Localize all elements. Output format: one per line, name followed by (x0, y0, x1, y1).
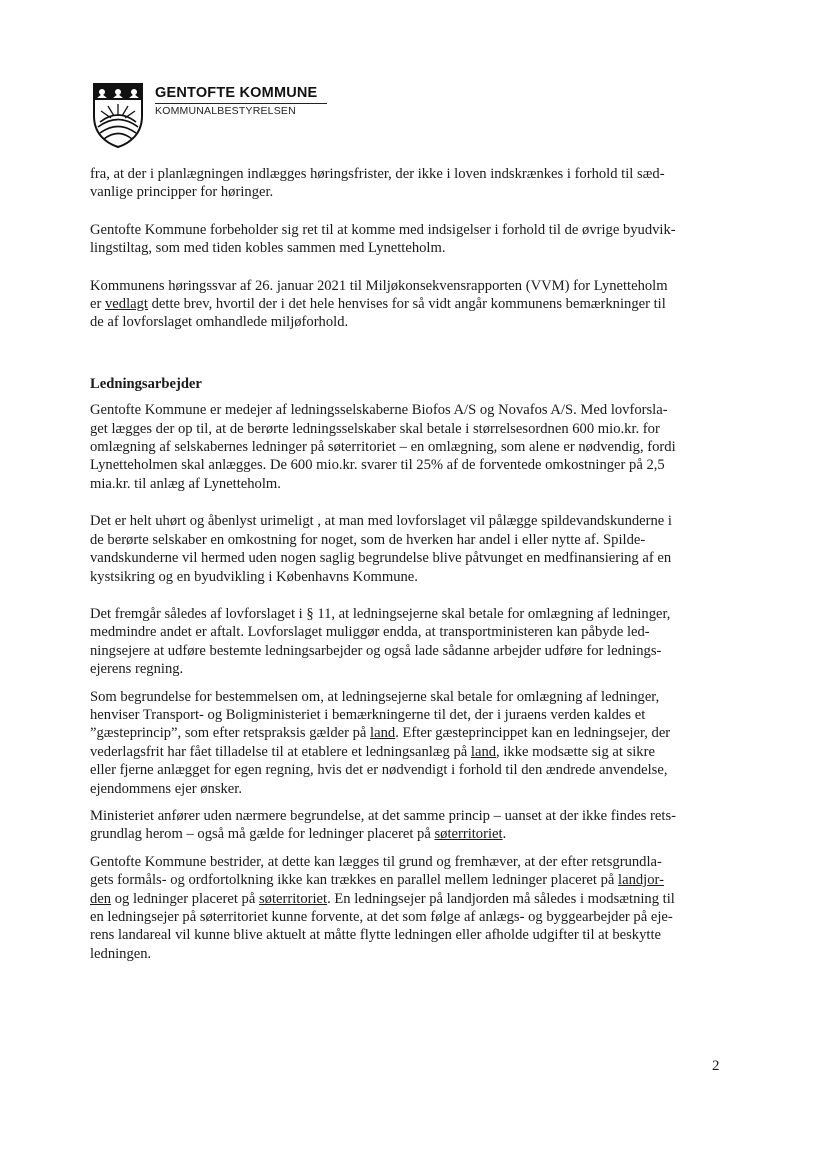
text-line (90, 183, 738, 201)
paragraph (90, 853, 738, 963)
text-line (90, 375, 738, 393)
underlined-text: den (90, 890, 112, 907)
text-segment: vederlagsfrit har fået tilladelse til at etablere et ledningsanlæg på (90, 743, 471, 760)
text-segment: , ikke modsætte sig at sikre (496, 743, 655, 760)
text-line (90, 277, 738, 295)
text-line (90, 239, 738, 257)
text-line (90, 438, 738, 456)
text-segment: og ledninger placeret på (111, 890, 259, 907)
text-line (90, 165, 738, 183)
letterhead-rule (155, 103, 327, 104)
text-segment: . Efter gæsteprincippet kan en ledningsejer, der (395, 725, 671, 742)
text-line (90, 724, 738, 742)
text-segment: dette brev, hvortil der i det hele henvises for så vidt angår kommunens bemærkninger til (147, 296, 666, 313)
text-segment: kystsikring og en byudvikling i Københavns Kommune. (90, 568, 418, 585)
text-line (90, 642, 738, 660)
text-segment: henviser Transport- og Boligministeriet i bemærkningerne til det, der i juraens verden kaldes et (90, 706, 646, 723)
paragraph (90, 221, 738, 258)
underlined-text: land (470, 743, 497, 760)
text-line (90, 549, 738, 567)
text-segment: . En ledningsejer på landjorden må således i modsætning til (327, 890, 675, 907)
text-segment: omlægning af selskabernes ledninger på søterritoriet – en omlægning, som alene er nødvendig, fordi (90, 439, 676, 456)
text-line (90, 401, 738, 419)
text-segment: get lægges der op til, at de berørte ledningsselskaber skal betale i størrelsesordnen 600 mio.kr. for (90, 420, 660, 437)
underlined-text: søterritoriet (434, 826, 503, 843)
text-line (90, 761, 738, 779)
text-line (90, 688, 738, 706)
text-line (90, 807, 738, 825)
text-line (90, 456, 738, 474)
text-segment: rens landareal vil kunne blive aktuelt at måtte flytte ledningen eller afholde udgifter til at beskytte (90, 927, 661, 944)
text-segment: Lynetteholmen skal anlægges. De 600 mio.kr. svarer til 25% af de forventede omkostninger på 2,5 (90, 457, 665, 474)
text-segment: vandskunderne vil hermed uden nogen saglig begrundelse blive påtvunget en medfinansiering af en (90, 550, 672, 567)
paragraph (90, 605, 738, 679)
text-segment: lingstiltag, som med tiden kobles sammen med Lynetteholm. (90, 240, 446, 257)
paragraph (90, 807, 738, 844)
page-number: 2 (712, 1058, 720, 1074)
text-segment: ningsejere at udføre bestemte ledningsarbejder og også lade sådanne arbejder udføre for lednings- (90, 642, 662, 659)
text-segment: gets formåls- og ordfortolkning ikke kan trækkes en parallel mellem ledninger placeret på (90, 872, 619, 889)
text-line (90, 623, 738, 641)
text-segment: Som begrundelse for bestemmelsen om, at ledningsejerne skal betale for omlægning af ledninger, (90, 688, 660, 705)
text-segment: Gentofte Kommune forbeholder sig ret til at komme med indsigelser i forhold til de øvrige byudvik- (90, 221, 676, 238)
text-line (90, 706, 738, 724)
letter-body (90, 165, 738, 963)
text-segment: de af lovforslaget omhandlede miljøforhold. (90, 314, 349, 331)
section-heading (90, 375, 738, 393)
text-segment: ledningen. (90, 945, 152, 962)
text-line (90, 853, 738, 871)
paragraph (90, 165, 738, 202)
organization-subtitle: KOMMUNALBESTYRELSEN (155, 105, 296, 117)
text-line (90, 295, 738, 313)
text-segment: eller fjerne anlægget for egen regning, hvis det er nødvendigt i forhold til den ændrede anvendelse, (90, 762, 668, 779)
underlined-text: vedlagt (105, 296, 148, 313)
text-line (90, 475, 738, 493)
text-line (90, 890, 738, 908)
underlined-text: søterritoriet (258, 890, 328, 907)
text-line (90, 945, 738, 963)
text-segment: Ministeriet anfører uden nærmere begrundelse, at det samme princip – uanset at der ikke findes rets- (90, 807, 676, 824)
paragraph (90, 401, 738, 493)
text-line (90, 871, 738, 889)
text-line (90, 605, 738, 623)
text-segment: vanlige principper for høringer. (90, 184, 274, 201)
text-segment: medmindre andet er aftalt. Lovforslaget muliggør endda, at transportministeren kan påbyde led- (90, 624, 650, 641)
text-segment: grundlag herom – også må gælde for ledninger placeret på (90, 826, 435, 843)
letterhead (92, 82, 352, 152)
text-segment: fra, at der i planlægningen indlægges høringsfrister, der ikke i loven indskrænkes i forhold til sæd- (90, 166, 665, 182)
paragraph (90, 688, 738, 798)
text-segment: Ledningsarbejder (90, 375, 202, 392)
underlined-text: landjor- (618, 872, 664, 889)
text-line (90, 313, 738, 331)
text-segment: ejendommens ejer ønsker. (90, 780, 242, 797)
text-line (90, 512, 738, 530)
text-segment: er (90, 296, 105, 313)
text-segment: Kommunens høringssvar af 26. januar 2021 til Miljøkonsekvensrapporten (VVM) for Lynetteholm (90, 277, 668, 294)
text-line (90, 926, 738, 944)
coat-of-arms-icon (92, 82, 144, 148)
text-segment: de berørte selskaber en omkostning for noget, som de hverken har andel i eller nytte af. Spilde- (90, 531, 646, 548)
text-segment: mia.kr. til anlæg af Lynetteholm. (90, 475, 281, 492)
text-line (90, 825, 738, 843)
text-segment: Det er helt uhørt og åbenlyst urimeligt , at man med lovforslaget vil pålægge spildevandskunderne i (90, 513, 672, 530)
text-line (90, 420, 738, 438)
text-line (90, 743, 738, 761)
paragraph (90, 277, 738, 332)
text-line (90, 568, 738, 586)
paragraph (90, 512, 738, 586)
text-line (90, 780, 738, 798)
underlined-text: land (370, 725, 396, 742)
text-line (90, 531, 738, 549)
text-segment: Gentofte Kommune er medejer af ledningsselskaberne Biofos A/S og Novafos A/S. Med lovforsla- (90, 402, 668, 419)
text-segment: . (502, 826, 507, 843)
organization-name: GENTOFTE KOMMUNE (155, 85, 318, 101)
text-line (90, 908, 738, 926)
text-segment: ”gæsteprincip”, som efter retspraksis gælder på (90, 725, 371, 742)
text-segment: Det fremgår således af lovforslaget i § 11, at ledningsejerne skal betale for omlægning af ledninger, (90, 605, 671, 622)
text-segment: Gentofte Kommune bestrider, at dette kan lægges til grund og fremhæver, at der efter retsgrundla- (90, 853, 662, 870)
text-line (90, 221, 738, 239)
text-segment: en ledningsejer på søterritoriet kunne forvente, at det som følge af anlægs- og byggearbejder på eje- (90, 909, 673, 925)
text-line (90, 660, 738, 678)
text-segment: ejerens regning. (90, 661, 184, 678)
